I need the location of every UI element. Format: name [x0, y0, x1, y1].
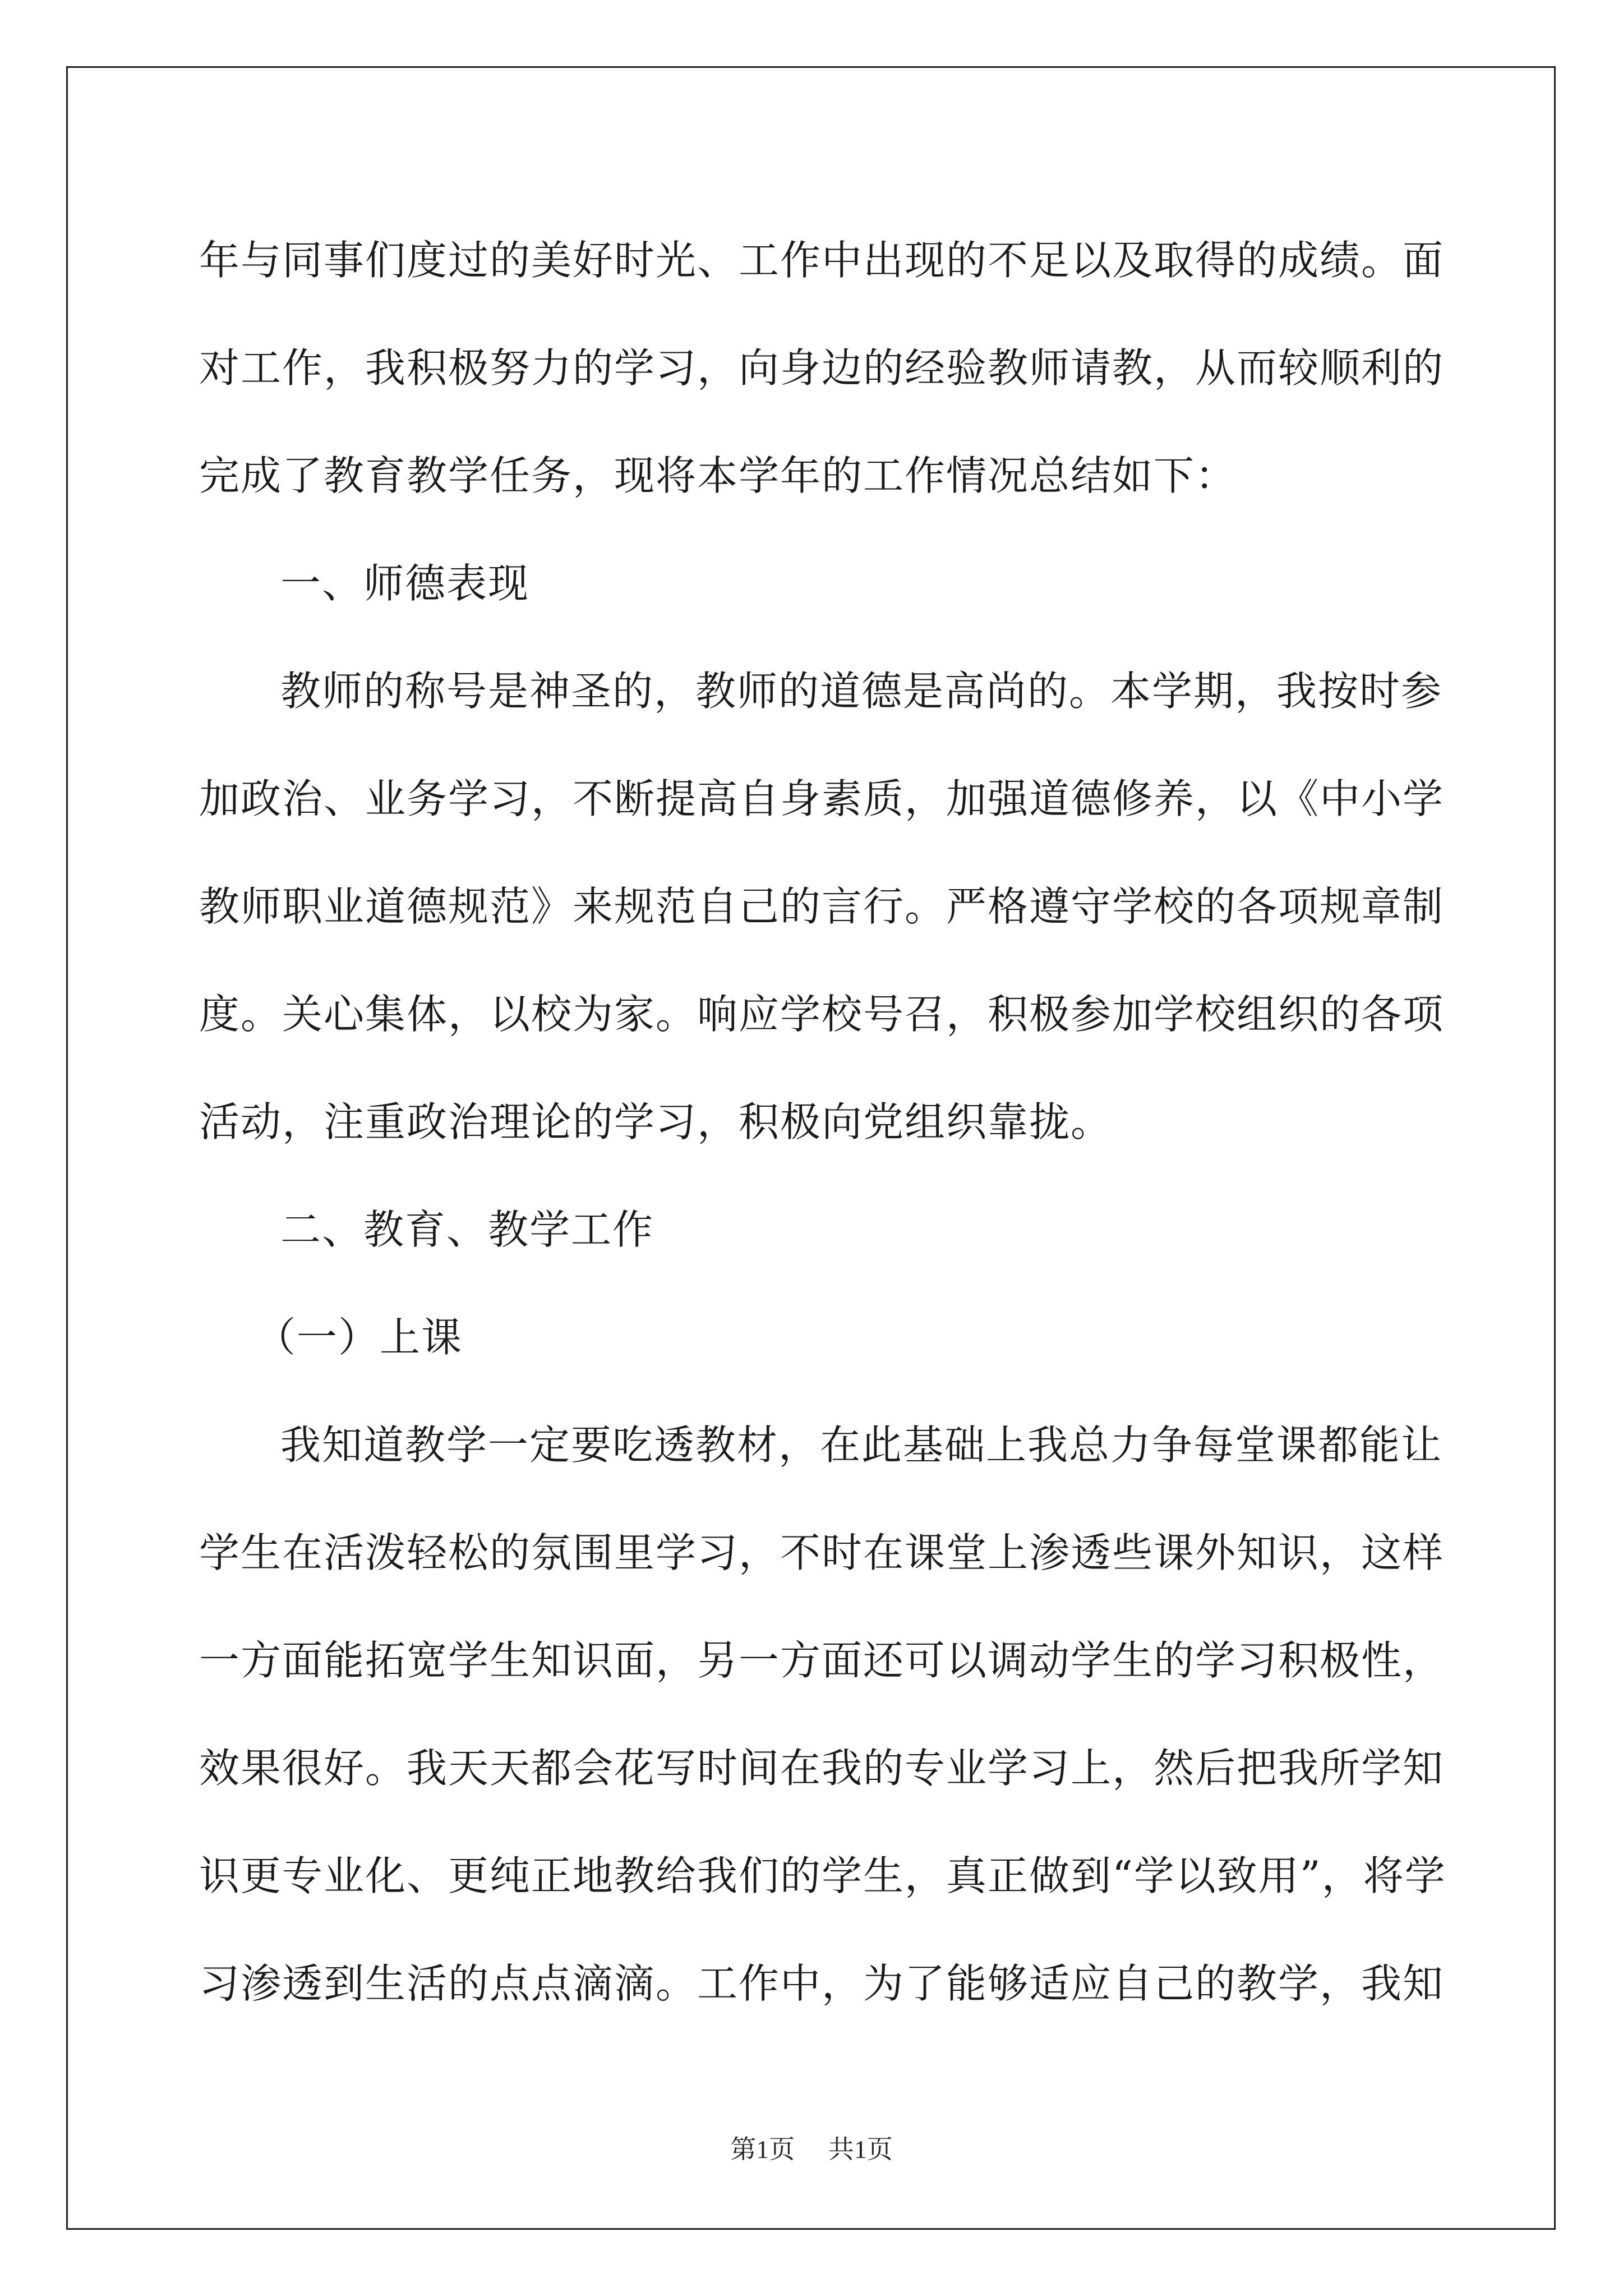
text-line: 我知道教学一定要吃透教材，在此基础上我总力争每堂课都能让 [280, 1421, 1443, 1469]
text-line: 习渗透到生活的点点滴滴。工作中，为了能够适应自己的教学，我知 [199, 1960, 1445, 2007]
subsection-heading: （一）上课 [255, 1314, 463, 1361]
text-line: 完成了教育教学任务，现将本学年的工作情况总结如下： [199, 452, 1237, 499]
text-line: 识更专业化、更纯正地教给我们的学生，真正做到“学以致用”，将学 [199, 1852, 1446, 1899]
page-number: 第1页 [730, 2135, 795, 2164]
text-line: 度。关心集体，以校为家。响应学校号召，积极参加学校组织的各项 [199, 991, 1445, 1038]
text-line: 年与同事们度过的美好时光、工作中出现的不足以及取得的成绩。面 [199, 237, 1445, 284]
page-footer [0, 2129, 1623, 2166]
text-line: 加政治、业务学习，不断提高自身素质，加强道德修养，以《中小学 [199, 775, 1445, 822]
text-line: 一方面能拓宽学生知识面，另一方面还可以调动学生的学习积极性， [199, 1637, 1445, 1684]
section-heading: 二、教育、教学工作 [280, 1206, 654, 1253]
text-line: 活动，注重政治理论的学习，积极向党组织靠拢。 [199, 1098, 1113, 1145]
text-line: 对工作，我积极努力的学习，向身边的经验教师请教，从而较顺利的 [199, 344, 1445, 392]
text-line: 学生在活泼轻松的氛围里学习，不时在课堂上渗透些课外知识，这样 [199, 1529, 1445, 1576]
text-line: 教师的称号是神圣的，教师的道德是高尚的。本学期，我按时参 [280, 668, 1443, 715]
document-body [199, 206, 1446, 2037]
text-line: 教师职业道德规范》来规范自己的言行。严格遵守学校的各项规章制 [199, 883, 1445, 930]
text-line: 效果很好。我天天都会花写时间在我的专业学习上，然后把我所学知 [199, 1745, 1445, 1792]
page-total: 共1页 [828, 2135, 893, 2164]
section-heading: 一、师德表现 [280, 560, 530, 607]
